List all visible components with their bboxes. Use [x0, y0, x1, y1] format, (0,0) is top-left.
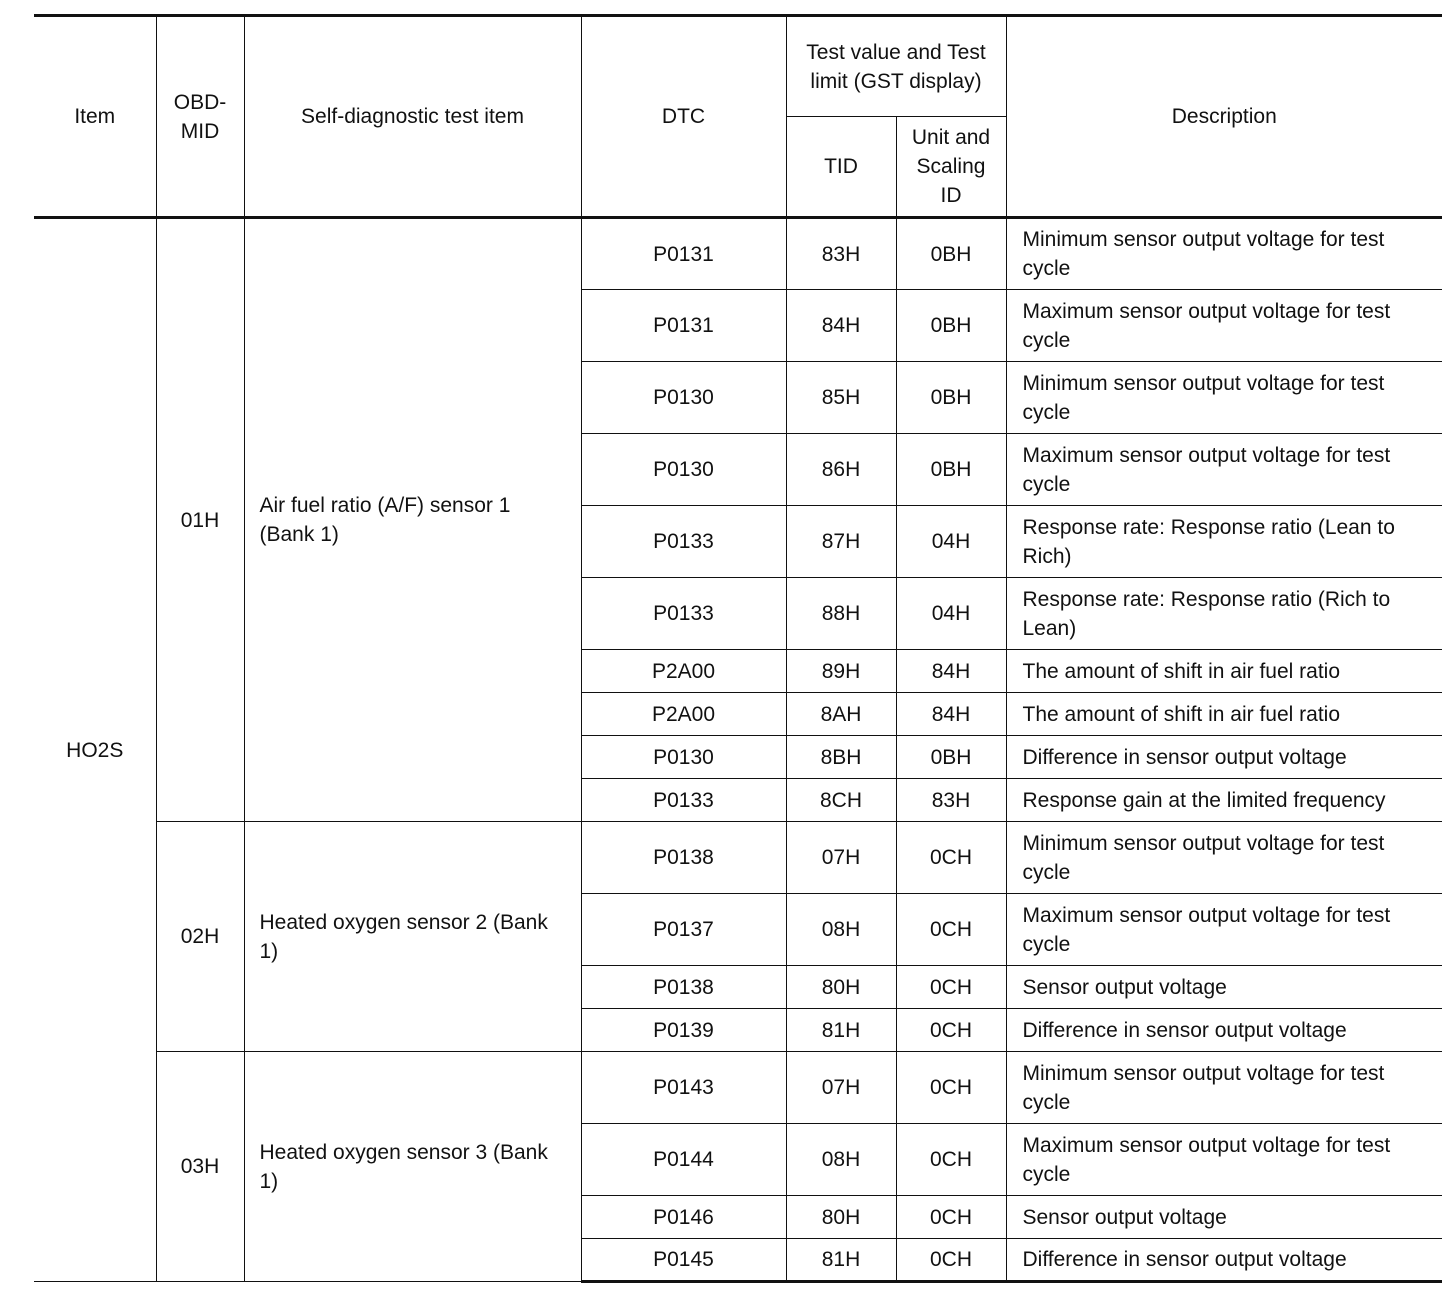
description-cell: Difference in sensor output voltage	[1006, 736, 1442, 779]
unit-scaling-cell: 0CH	[896, 1052, 1006, 1124]
dtc-cell: P0145	[581, 1239, 786, 1282]
unit-scaling-cell: 04H	[896, 578, 1006, 650]
dtc-cell: P0131	[581, 218, 786, 290]
header-dtc: DTC	[581, 16, 786, 218]
header-unit-scaling: Unit and Scaling ID	[896, 117, 1006, 218]
description-cell: Response rate: Response ratio (Rich to Lean)	[1006, 578, 1442, 650]
description-cell: The amount of shift in air fuel ratio	[1006, 650, 1442, 693]
dtc-cell: P0131	[581, 290, 786, 362]
tid-cell: 08H	[786, 894, 896, 966]
obd-mid-cell: 01H	[156, 218, 244, 822]
monitor-test-table	[34, 14, 1442, 1283]
table-row	[34, 1052, 1442, 1124]
description-cell: Response gain at the limited frequency	[1006, 779, 1442, 822]
tid-cell: 81H	[786, 1239, 896, 1282]
dtc-cell: P0138	[581, 822, 786, 894]
description-cell: Maximum sensor output voltage for test cycle	[1006, 290, 1442, 362]
test-item-cell: Air fuel ratio (A/F) sensor 1 (Bank 1)	[244, 218, 581, 822]
unit-scaling-cell: 0BH	[896, 218, 1006, 290]
unit-scaling-cell: 0BH	[896, 290, 1006, 362]
tid-cell: 84H	[786, 290, 896, 362]
description-cell: Difference in sensor output voltage	[1006, 1239, 1442, 1282]
unit-scaling-cell: 84H	[896, 693, 1006, 736]
unit-scaling-cell: 0CH	[896, 1124, 1006, 1196]
tid-cell: 89H	[786, 650, 896, 693]
table-row	[34, 218, 1442, 290]
description-cell: Maximum sensor output voltage for test cycle	[1006, 894, 1442, 966]
description-cell: Response rate: Response ratio (Lean to Rich)	[1006, 506, 1442, 578]
header-test-value: Test value and Test limit (GST display)	[786, 16, 1006, 117]
test-item-cell: Heated oxygen sensor 3 (Bank 1)	[244, 1052, 581, 1282]
description-cell: Minimum sensor output voltage for test cycle	[1006, 1052, 1442, 1124]
unit-scaling-cell: 0CH	[896, 1239, 1006, 1282]
tid-cell: 85H	[786, 362, 896, 434]
test-item-cell: Heated oxygen sensor 2 (Bank 1)	[244, 822, 581, 1052]
description-cell: Difference in sensor output voltage	[1006, 1009, 1442, 1052]
obd-mid-cell: 02H	[156, 822, 244, 1052]
tid-cell: 8BH	[786, 736, 896, 779]
dtc-cell: P2A00	[581, 693, 786, 736]
unit-scaling-cell: 0CH	[896, 1009, 1006, 1052]
header-tid: TID	[786, 117, 896, 218]
dtc-cell: P0133	[581, 578, 786, 650]
item-cell: HO2S	[34, 218, 156, 1282]
tid-cell: 07H	[786, 822, 896, 894]
tid-cell: 8CH	[786, 779, 896, 822]
unit-scaling-cell: 84H	[896, 650, 1006, 693]
unit-scaling-cell: 0BH	[896, 434, 1006, 506]
tid-cell: 8AH	[786, 693, 896, 736]
header-item: Item	[34, 16, 156, 218]
description-cell: Sensor output voltage	[1006, 1196, 1442, 1239]
unit-scaling-cell: 0CH	[896, 966, 1006, 1009]
description-cell: Maximum sensor output voltage for test cycle	[1006, 434, 1442, 506]
unit-scaling-cell: 0BH	[896, 362, 1006, 434]
header-description: Description	[1006, 16, 1442, 218]
tid-cell: 80H	[786, 1196, 896, 1239]
description-cell: Maximum sensor output voltage for test cycle	[1006, 1124, 1442, 1196]
dtc-cell: P0130	[581, 434, 786, 506]
description-cell: Minimum sensor output voltage for test cycle	[1006, 362, 1442, 434]
unit-scaling-cell: 0CH	[896, 822, 1006, 894]
dtc-cell: P0130	[581, 736, 786, 779]
dtc-cell: P2A00	[581, 650, 786, 693]
unit-scaling-cell: 0BH	[896, 736, 1006, 779]
description-cell: The amount of shift in air fuel ratio	[1006, 693, 1442, 736]
tid-cell: 07H	[786, 1052, 896, 1124]
dtc-cell: P0139	[581, 1009, 786, 1052]
tid-cell: 86H	[786, 434, 896, 506]
description-cell: Minimum sensor output voltage for test cycle	[1006, 218, 1442, 290]
unit-scaling-cell: 0CH	[896, 1196, 1006, 1239]
unit-scaling-cell: 0CH	[896, 894, 1006, 966]
unit-scaling-cell: 04H	[896, 506, 1006, 578]
header-test-item: Self-diagnostic test item	[244, 16, 581, 218]
table-row	[34, 822, 1442, 894]
dtc-cell: P0133	[581, 779, 786, 822]
dtc-cell: P0137	[581, 894, 786, 966]
obd-mid-cell: 03H	[156, 1052, 244, 1282]
tid-cell: 83H	[786, 218, 896, 290]
dtc-cell: P0130	[581, 362, 786, 434]
dtc-cell: P0133	[581, 506, 786, 578]
unit-scaling-cell: 83H	[896, 779, 1006, 822]
dtc-cell: P0143	[581, 1052, 786, 1124]
tid-cell: 80H	[786, 966, 896, 1009]
table-body	[34, 218, 1442, 1282]
tid-cell: 88H	[786, 578, 896, 650]
tid-cell: 87H	[786, 506, 896, 578]
dtc-cell: P0144	[581, 1124, 786, 1196]
header-obd-mid: OBD-MID	[156, 16, 244, 218]
tid-cell: 81H	[786, 1009, 896, 1052]
tid-cell: 08H	[786, 1124, 896, 1196]
dtc-cell: P0138	[581, 966, 786, 1009]
description-cell: Sensor output voltage	[1006, 966, 1442, 1009]
dtc-cell: P0146	[581, 1196, 786, 1239]
description-cell: Minimum sensor output voltage for test cycle	[1006, 822, 1442, 894]
